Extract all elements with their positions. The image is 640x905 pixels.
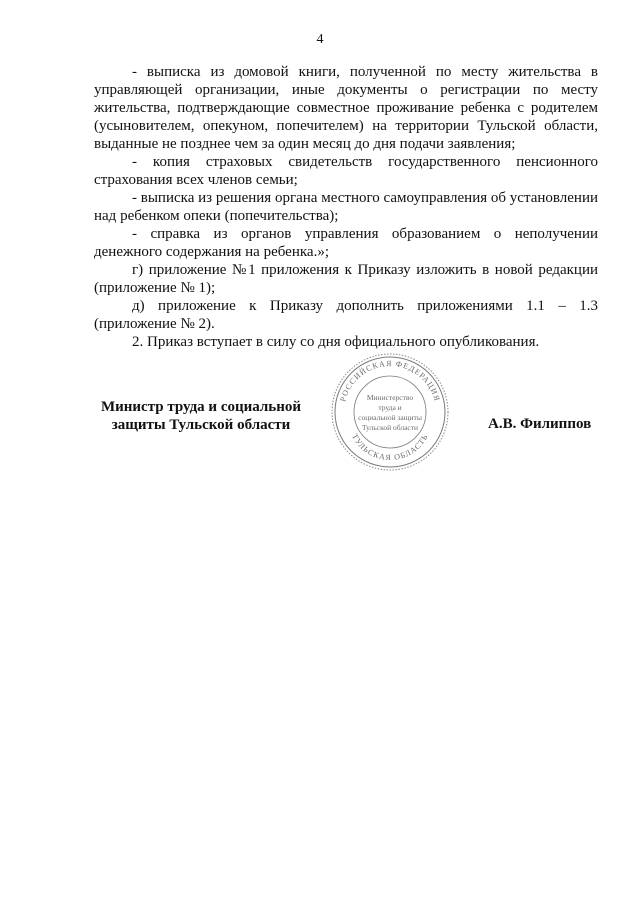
signatory-position-line2: защиты Тульской области bbox=[111, 417, 291, 433]
seal-center-line-1: Министерство bbox=[366, 393, 414, 402]
paragraph-effective-date: 2. Приказ вступает в силу со дня официального опубликования. bbox=[132, 334, 540, 350]
seal-top-text: РОССИЙСКАЯ ФЕДЕРАЦИЯ bbox=[338, 358, 442, 403]
seal-center-line-3: социальной защиты bbox=[358, 413, 422, 422]
official-seal bbox=[330, 352, 450, 472]
seal-bottom-text: ТУЛЬСКАЯ ОБЛАСТЬ bbox=[350, 432, 430, 463]
svg-text:ТУЛЬСКАЯ ОБЛАСТЬ bbox=[350, 432, 430, 462]
paragraph-education-certificate: - справка из органов управления образованием о неполучении денежного содержания на ребенка.»; bbox=[94, 226, 598, 260]
paragraph-extract-house-book: - выписка из домовой книги, полученной по месту жительства в управляющей организации, иные документы о регистрации по месту жительства, подтверждающие совместное проживание ребенка с родителем (усыновителем, опекуном, попечителем) на территории Тульской области, выданные не позднее чем за один месяц до дня подачи заявления; bbox=[94, 64, 598, 152]
signatory-name: А.В. Филиппов bbox=[488, 416, 592, 432]
seal-center-line-2: труда и bbox=[378, 403, 402, 412]
seal-center-line-4: Тульской области bbox=[361, 423, 419, 432]
signatory-position-line1: Министр труда и социальной bbox=[100, 399, 302, 415]
page-number: 4 bbox=[316, 32, 324, 47]
paragraph-appendix-1-1-1-3: д) приложение к Приказу дополнить приложениями 1.1 – 1.3 (приложение № 2). bbox=[94, 298, 598, 332]
paragraph-insurance-copies: - копия страховых свидетельств государственного пенсионного страхования всех членов семьи; bbox=[94, 154, 598, 188]
paragraph-appendix-1: г) приложение №1 приложения к Приказу изложить в новой редакции (приложение № 1); bbox=[94, 262, 598, 296]
signatory-position bbox=[96, 398, 306, 434]
order-text bbox=[94, 63, 598, 351]
paragraph-guardianship-extract: - выписка из решения органа местного самоуправления об установлении над ребенком опеки (попечительства); bbox=[94, 190, 598, 224]
